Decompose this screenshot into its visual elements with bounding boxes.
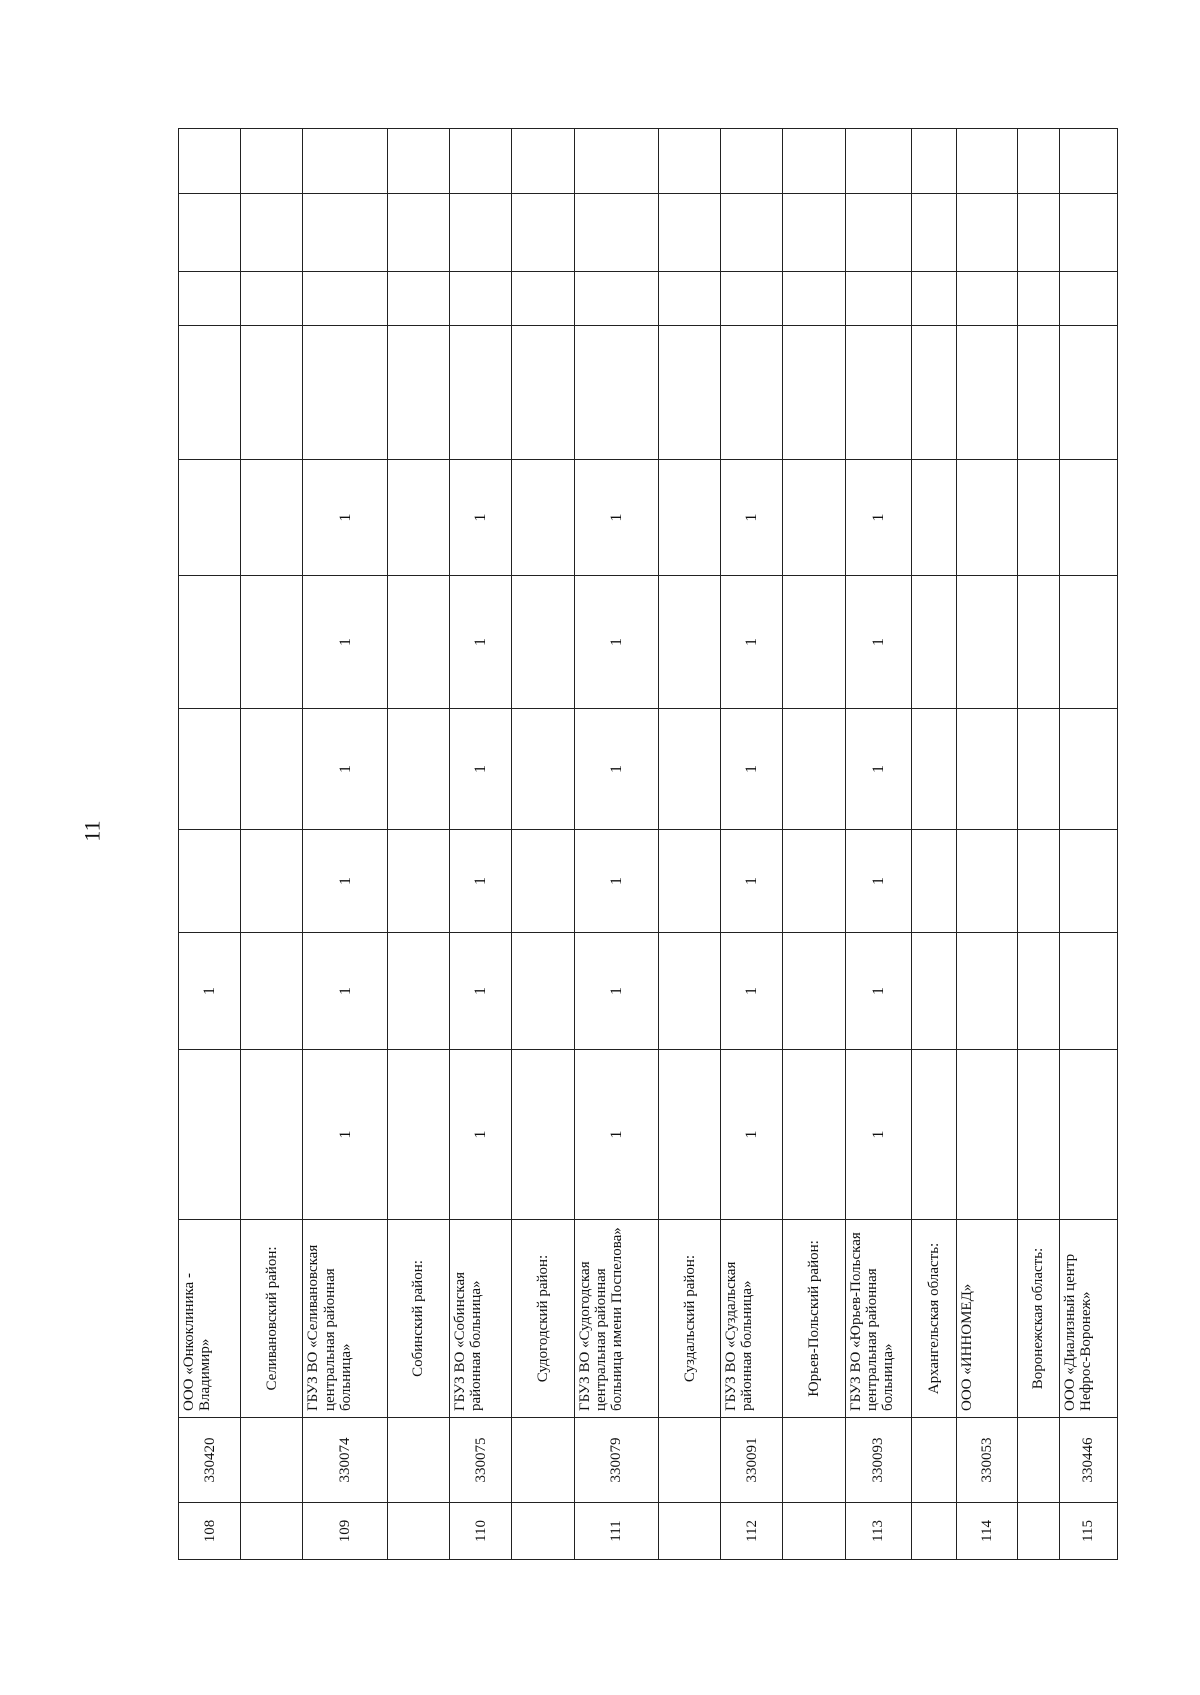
mark-cell — [1060, 709, 1118, 830]
organization-name-cell: ГБУЗ ВО «Юрьев-Польская центральная районная больница» — [845, 1220, 912, 1418]
organization-name-cell: ООО «Диализный центр Нефрос-Воронеж» — [1060, 1220, 1118, 1418]
mark-cell — [1017, 709, 1059, 830]
row-number-cell — [912, 1503, 956, 1560]
section-row — [912, 35, 956, 1560]
mark-cell — [179, 709, 241, 830]
organization-name-cell: ГБУЗ ВО «Селивановская центральная районная больница» — [303, 1220, 387, 1418]
table-row — [845, 35, 912, 1560]
table-row — [450, 35, 512, 1560]
mark-cell — [303, 326, 387, 460]
row-number-cell — [512, 1503, 574, 1560]
table-row — [1060, 35, 1118, 1560]
mark-cell — [1060, 830, 1118, 933]
mark-cell — [956, 326, 1017, 460]
code-cell: 330091 — [721, 1418, 783, 1503]
mark-cell: 1 — [574, 830, 658, 933]
mark-cell — [450, 272, 512, 326]
mark-cell — [1060, 576, 1118, 709]
row-number-cell: 109 — [303, 1503, 387, 1560]
row-number-cell — [783, 1503, 845, 1560]
mark-cell — [912, 576, 956, 709]
organization-name-cell: ООО «Онкоклиника - Владимир» — [179, 1220, 241, 1418]
mark-cell: 1 — [450, 830, 512, 933]
mark-cell — [1017, 1050, 1059, 1220]
mark-cell — [387, 460, 449, 576]
mark-cell — [241, 933, 303, 1050]
mark-cell — [783, 576, 845, 709]
section-row — [512, 35, 574, 1560]
mark-cell — [387, 1050, 449, 1220]
organization-name-cell: ГБУЗ ВО «Собинская районная больница» — [450, 1220, 512, 1418]
mark-cell — [956, 272, 1017, 326]
mark-cell — [956, 709, 1017, 830]
row-number-cell: 115 — [1060, 1503, 1118, 1560]
mark-cell — [783, 194, 845, 272]
mark-cell — [241, 830, 303, 933]
section-heading-cell: Селивановский район: — [241, 1220, 303, 1418]
mark-cell: 1 — [721, 576, 783, 709]
mark-cell: 1 — [303, 933, 387, 1050]
mark-cell — [659, 129, 721, 194]
code-cell: 330446 — [1060, 1418, 1118, 1503]
mark-cell — [387, 933, 449, 1050]
section-heading-cell: Суздальский район: — [659, 1220, 721, 1418]
mark-cell — [783, 326, 845, 460]
section-row — [659, 35, 721, 1560]
mark-cell — [512, 129, 574, 194]
mark-cell: 1 — [721, 460, 783, 576]
mark-cell — [1060, 1050, 1118, 1220]
mark-cell — [179, 129, 241, 194]
table-row — [721, 35, 783, 1560]
mark-cell: 1 — [303, 1050, 387, 1220]
mark-cell — [512, 326, 574, 460]
code-cell: 330074 — [303, 1418, 387, 1503]
mark-cell — [1017, 194, 1059, 272]
mark-cell — [956, 460, 1017, 576]
row-number-cell — [241, 1503, 303, 1560]
mark-cell — [303, 194, 387, 272]
mark-cell — [659, 933, 721, 1050]
mark-cell — [512, 460, 574, 576]
mark-cell — [783, 129, 845, 194]
mark-cell — [574, 194, 658, 272]
mark-cell — [241, 709, 303, 830]
mark-cell — [783, 272, 845, 326]
page-number: 11 — [79, 820, 105, 842]
mark-cell — [1060, 326, 1118, 460]
row-number-cell: 113 — [845, 1503, 912, 1560]
mark-cell — [387, 129, 449, 194]
mark-cell: 1 — [450, 709, 512, 830]
mark-cell: 1 — [845, 460, 912, 576]
mark-cell — [783, 709, 845, 830]
mark-cell — [512, 576, 574, 709]
mark-cell — [450, 129, 512, 194]
mark-cell — [179, 272, 241, 326]
table-row — [179, 35, 241, 1560]
mark-cell: 1 — [574, 1050, 658, 1220]
mark-cell — [387, 709, 449, 830]
section-row — [241, 35, 303, 1560]
row-number-cell: 108 — [179, 1503, 241, 1560]
code-cell: 330075 — [450, 1418, 512, 1503]
mark-cell — [783, 933, 845, 1050]
code-cell: 330053 — [956, 1418, 1017, 1503]
mark-cell: 1 — [179, 933, 241, 1050]
mark-cell — [241, 129, 303, 194]
mark-cell — [512, 272, 574, 326]
code-cell: 330079 — [574, 1418, 658, 1503]
mark-cell — [783, 1050, 845, 1220]
mark-cell — [845, 194, 912, 272]
code-cell — [241, 1418, 303, 1503]
mark-cell — [659, 576, 721, 709]
mark-cell — [387, 576, 449, 709]
section-row — [783, 35, 845, 1560]
mark-cell — [845, 129, 912, 194]
mark-cell: 1 — [845, 576, 912, 709]
mark-cell — [912, 194, 956, 272]
mark-cell — [956, 576, 1017, 709]
code-cell: 330420 — [179, 1418, 241, 1503]
mark-cell — [179, 1050, 241, 1220]
mark-cell — [659, 326, 721, 460]
mark-cell — [1017, 460, 1059, 576]
mark-cell — [912, 129, 956, 194]
section-heading-cell: Архангельская область: — [912, 1220, 956, 1418]
mark-cell — [1060, 272, 1118, 326]
mark-cell — [512, 709, 574, 830]
mark-cell: 1 — [721, 830, 783, 933]
code-cell — [387, 1418, 449, 1503]
mark-cell: 1 — [574, 933, 658, 1050]
mark-cell: 1 — [574, 709, 658, 830]
mark-cell: 1 — [574, 460, 658, 576]
code-cell — [659, 1418, 721, 1503]
mark-cell — [912, 460, 956, 576]
mark-cell — [574, 326, 658, 460]
mark-cell — [1060, 460, 1118, 576]
mark-cell — [783, 830, 845, 933]
mark-cell — [1060, 933, 1118, 1050]
mark-cell — [659, 830, 721, 933]
mark-cell — [450, 194, 512, 272]
mark-cell — [912, 830, 956, 933]
mark-cell — [956, 129, 1017, 194]
organization-name-cell: ГБУЗ ВО «Судогодская центральная районная больница имени Поспелова» — [574, 1220, 658, 1418]
table-row — [956, 35, 1017, 1560]
organization-name-cell: ГБУЗ ВО «Суздальская районная больница» — [721, 1220, 783, 1418]
mark-cell: 1 — [303, 460, 387, 576]
mark-cell — [1017, 933, 1059, 1050]
row-number-cell: 110 — [450, 1503, 512, 1560]
row-number-cell — [1017, 1503, 1059, 1560]
mark-cell: 1 — [303, 830, 387, 933]
mark-cell — [845, 326, 912, 460]
mark-cell — [241, 194, 303, 272]
mark-cell — [912, 709, 956, 830]
mark-cell — [179, 326, 241, 460]
mark-cell — [1017, 326, 1059, 460]
mark-cell — [659, 1050, 721, 1220]
mark-cell: 1 — [845, 1050, 912, 1220]
mark-cell — [387, 830, 449, 933]
mark-cell — [956, 830, 1017, 933]
mark-cell — [303, 272, 387, 326]
mark-cell — [1060, 194, 1118, 272]
mark-cell — [912, 272, 956, 326]
mark-cell — [512, 1050, 574, 1220]
mark-cell — [1017, 272, 1059, 326]
mark-cell — [512, 933, 574, 1050]
section-heading-cell: Юрьев-Польский район: — [783, 1220, 845, 1418]
row-number-cell: 114 — [956, 1503, 1017, 1560]
row-number-cell — [659, 1503, 721, 1560]
mark-cell: 1 — [845, 933, 912, 1050]
mark-cell: 1 — [845, 709, 912, 830]
mark-cell — [303, 129, 387, 194]
mark-cell — [179, 194, 241, 272]
mark-cell — [659, 460, 721, 576]
mark-cell — [1017, 830, 1059, 933]
mark-cell — [912, 1050, 956, 1220]
mark-cell — [912, 326, 956, 460]
section-heading-cell: Воронежская область: — [1017, 1220, 1059, 1418]
mark-cell — [241, 326, 303, 460]
mark-cell — [721, 272, 783, 326]
section-heading-cell: Собинский район: — [387, 1220, 449, 1418]
mark-cell — [241, 460, 303, 576]
mark-cell: 1 — [721, 1050, 783, 1220]
mark-cell: 1 — [303, 576, 387, 709]
mark-cell — [387, 326, 449, 460]
mark-cell: 1 — [721, 709, 783, 830]
section-row — [387, 35, 449, 1560]
row-number-cell — [387, 1503, 449, 1560]
mark-cell — [659, 709, 721, 830]
row-number-cell: 111 — [574, 1503, 658, 1560]
mark-cell — [179, 830, 241, 933]
mark-cell — [721, 326, 783, 460]
mark-cell — [179, 460, 241, 576]
mark-cell: 1 — [303, 709, 387, 830]
mark-cell — [450, 326, 512, 460]
mark-cell — [387, 194, 449, 272]
mark-cell — [956, 1050, 1017, 1220]
table-row — [303, 35, 387, 1560]
mark-cell — [659, 194, 721, 272]
table-row — [574, 35, 658, 1560]
mark-cell — [845, 272, 912, 326]
mark-cell: 1 — [450, 1050, 512, 1220]
mark-cell — [241, 576, 303, 709]
mark-cell — [721, 194, 783, 272]
section-row — [1017, 35, 1059, 1560]
code-cell — [1017, 1418, 1059, 1503]
mark-cell: 1 — [450, 460, 512, 576]
mark-cell — [912, 933, 956, 1050]
mark-cell — [512, 194, 574, 272]
mark-cell — [574, 129, 658, 194]
mark-cell: 1 — [450, 576, 512, 709]
mark-cell — [574, 272, 658, 326]
mark-cell — [387, 272, 449, 326]
organization-name-cell: ООО «ИННОМЕД» — [956, 1220, 1017, 1418]
mark-cell — [179, 576, 241, 709]
mark-cell: 1 — [450, 933, 512, 1050]
mark-cell — [956, 194, 1017, 272]
mark-cell — [241, 1050, 303, 1220]
mark-cell — [241, 272, 303, 326]
mark-cell: 1 — [721, 933, 783, 1050]
section-heading-cell: Судогодский район: — [512, 1220, 574, 1418]
code-cell: 330093 — [845, 1418, 912, 1503]
mark-cell — [721, 129, 783, 194]
mark-cell — [659, 272, 721, 326]
medical-organizations-table — [178, 34, 1118, 1560]
mark-cell: 1 — [845, 830, 912, 933]
mark-cell — [1017, 129, 1059, 194]
code-cell — [512, 1418, 574, 1503]
code-cell — [912, 1418, 956, 1503]
mark-cell — [1060, 129, 1118, 194]
mark-cell: 1 — [574, 576, 658, 709]
mark-cell — [1017, 576, 1059, 709]
mark-cell — [956, 933, 1017, 1050]
mark-cell — [512, 830, 574, 933]
mark-cell — [783, 460, 845, 576]
code-cell — [783, 1418, 845, 1503]
rotated-table-wrapper — [178, 35, 1118, 1560]
row-number-cell: 112 — [721, 1503, 783, 1560]
